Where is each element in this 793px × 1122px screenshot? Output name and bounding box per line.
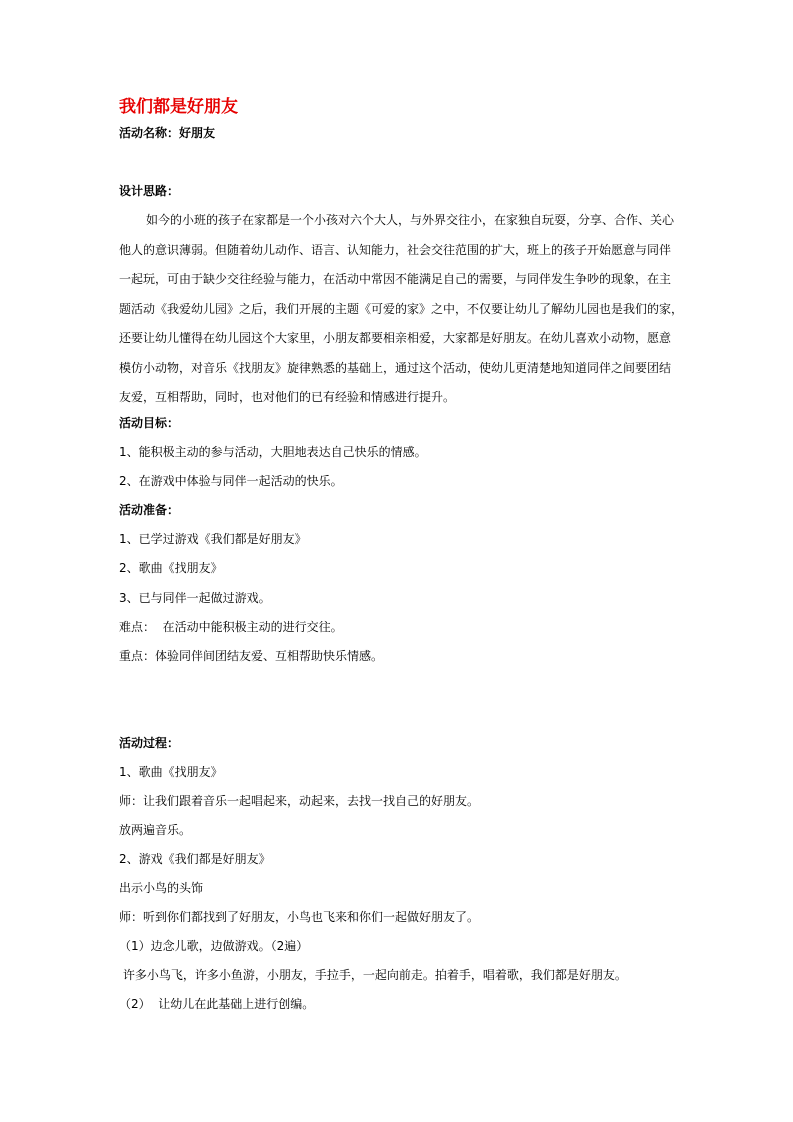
- goal-item: 1、能积极主动的参与活动，大胆地表达自己快乐的情感。: [119, 445, 427, 459]
- prep-item: 3、已与同伴一起做过游戏。: [119, 591, 271, 605]
- design-paragraph: [119, 212, 684, 419]
- prep-item: 1、已学过游戏《我们都是好朋友》: [119, 532, 307, 546]
- process-item: 师：听到你们都找到了好朋友，小鸟也飞来和你们一起做好朋友了。: [119, 910, 480, 924]
- process-item: 师：让我们跟着音乐一起唱起来，动起来，去找一找自己的好朋友。: [119, 794, 480, 808]
- design-heading: 设计思路：: [119, 184, 180, 198]
- process-item: 1、歌曲《找朋友》: [119, 765, 223, 779]
- process-item: 放两遍音乐。: [119, 823, 192, 837]
- goals-heading: 活动目标：: [119, 416, 180, 430]
- activity-name: 活动名称：好朋友: [119, 126, 216, 140]
- design-line: 他人的意识薄弱。但随着幼儿动作、语言、认知能力，社会交往范围的扩大，班上的孩子开始愿意与同伴: [119, 242, 672, 257]
- difficulty-line: 难点： 在活动中能积极主动的进行交往。: [119, 620, 343, 634]
- goal-item: 2、在游戏中体验与同伴一起活动的快乐。: [119, 474, 343, 488]
- process-heading: 活动过程：: [119, 736, 180, 750]
- design-line: 一起玩，可由于缺少交往经验与能力，在活动中常因不能满足自己的需要，与同伴发生争吵的现象，在主: [119, 272, 672, 286]
- process-item: 出示小鸟的头饰: [119, 881, 204, 895]
- design-line: 友爱，互相帮助，同时，也对他们的已有经验和情感进行提升。: [119, 390, 456, 404]
- design-line: 模仿小动物，对音乐《找朋友》旋律熟悉的基础上，通过这个活动，使幼儿更清楚地知道同伴之间要团结: [119, 360, 672, 375]
- design-line: 题活动《我爱幼儿园》之后，我们开展的主题《可爱的家》之中，不仅要让幼儿了解幼儿园也是我们的家，: [119, 301, 684, 316]
- prep-item: 2、歌曲《找朋友》: [119, 561, 223, 575]
- process-item: 2、游戏《我们都是好朋友》: [119, 852, 271, 866]
- document-title: 我们都是好朋友: [119, 97, 238, 117]
- process-item: （2） 让幼儿在此基础上进行创编。: [119, 997, 315, 1011]
- design-line: 如今的小班的孩子在家都是一个小孩对六个大人，与外界交往小，在家独自玩耍，分享、合作、关心: [146, 213, 675, 227]
- process-item: （1）边念儿歌，边做游戏。（2遍）: [119, 939, 309, 953]
- focus-line: 重点：体验同伴间团结友爱、互相帮助快乐情感。: [119, 649, 384, 663]
- design-line: 还要让幼儿懂得在幼儿园这个大家里，小朋友都要相亲相爱，大家都是好朋友。在幼儿喜欢小动物，愿意: [119, 331, 672, 345]
- prep-heading: 活动准备：: [119, 503, 180, 517]
- process-item: 许多小鸟飞，许多小鱼游，小朋友，手拉手，一起向前走。拍着手，唱着歌，我们都是好朋友。: [119, 968, 627, 982]
